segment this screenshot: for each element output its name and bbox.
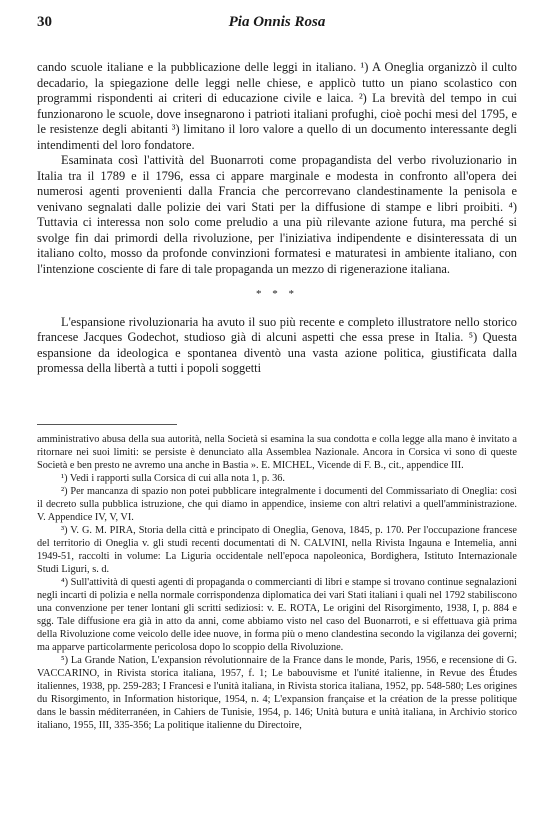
paragraph: Esaminata così l'attività del Buonarroti come propagandista del verbo rivoluzionario in Italia tra il 1789 e il 1796, essa ci appare marginale e modesta in confronto all'opera dei numerosi agenti provenienti dalla Francia che percorrevano clandestinamente la penisola e venivano segnalati dalle polizie dei vari Stati per la diffusione di stampe e libri proibiti. ⁴) Tuttavia ci interessa non solo come preludio a una più rilevante azione futura, ma perché si svolge fin dai primordi della rivoluzione, per l'iniziativa indipendente e disinteressata di un italiano colto, mosso da profonde convinzioni formatesi e maturatesi in ambiente italiano, con l'intenzione cosciente di fare di tale propaganda un mezzo di rigenerazione italiana.: [37, 153, 517, 276]
page-header: [37, 14, 517, 36]
footnotes: [37, 433, 517, 732]
footnote: ⁵) La Grande Nation, L'expansion révolutionnaire de la France dans le monde, Paris, 1956, e recensione di G. VACCARINO, in Rivista storica italiana, 1957, f. 1; Le babouvisme et l'unité italienne, in Revue des Études italiennes, 1938, pp. 259-283; I Francesi e l'unità italiana, in Rivista storica italiana, 1952, pp. 548-580; Les origines du Risorgimento, in Information historique, 1954, n. 4; L'expansion française et la création de la presse politique dans le bassin méditerranéen, in Cahiers de Tunisie, 1954, p. 146; Unità butura e unità italiana, in Archivio storico italiano, 1955, III, 335-356; La politique italienne du Directoire,: [37, 655, 517, 731]
footnote: ⁴) Sull'attività di questi agenti di propaganda o commercianti di libri e stampe si trovano continue segnalazioni negli incarti di polizia e nella normale corrispondenza diplomatica dei vari Stati italiani i quali nel 1792 stabiliscono una convenzione per tener lontani gli scritti sediziosi: v. E. ROTA, Le origini del Risorgimento, 1938, I, p. 884 e sgg. Tale diffusione era già in atto da anni, come abbiamo visto nel caso del Buonarroti, e si effettuava già prima della Rivoluzione come veicolo delle idee nuove, in forma più o meno clandestina secondo la vigilanza dei governi; ma apparve particolarmente pericolosa dopo lo scoppio della Rivoluzione.: [37, 577, 517, 653]
footnote: ¹) Vedi i rapporti sulla Corsica di cui alla nota 1, p. 36.: [61, 473, 285, 484]
main-text: [37, 60, 517, 377]
paragraph: cando scuole italiane e la pubblicazione delle leggi in italiano. ¹) A Oneglia organizzò il culto decadario, la spiegazione delle leggi nelle chiese, e applicò tutto un piano scolastico con programmi rispondenti ai criteri di educazione civile e laica. ²) La brevità del tempo in cui funzionarono le scuole, dove insegnarono i patrioti italiani profughi, cioè pochi mesi del 1795, e le resistenze degli abitanti ³) limitano il loro valore a quello di un documento interessante degli intendimenti del loro fondatore.: [37, 60, 517, 152]
paragraph: L'espansione rivoluzionaria ha avuto il suo più recente e completo illustratore nello storico francese Jacques Godechot, studioso già di alcuni aspetti che essa prese in Italia. ⁵) Questa espansione da ideologica e spontanea diventò una vasta azione politica, giustificata dalla promessa della libertà a tutti i popoli soggetti: [37, 314, 517, 375]
footnote-rule: [37, 424, 177, 425]
footnote: amministrativo abusa della sua autorità, nella Società si esamina la sua condotta e colla legge alla mano è invitato a ritornare nei suoi limiti: se persiste è denunciato alla Assemblea Nazionale. Ancora in Corsica vi sono di queste Società e ben presto ne avremo una anche in Bastia ». E. MICHEL, Vicende di F. B., cit., appendice III.: [37, 434, 517, 471]
running-title: Pia Onnis Rosa: [228, 14, 326, 30]
page-number: 30: [37, 14, 52, 30]
footnote: ³) V. G. M. PIRA, Storia della città e principato di Oneglia, Genova, 1845, p. 170. Per l'occupazione francese del territorio di Oneglia v. gli studi recenti documentati di N. CALVINI, nella Rivista Ingauna e Intemelia, anni 1949-51, raccolti in volume: La Liguria occidentale nell'epoca napoleonica, Bordighera, Istituto Internazionale Studi Liguri, s. d.: [37, 525, 517, 575]
section-separator: * * *: [256, 288, 298, 300]
footnote: ²) Per mancanza di spazio non potei pubblicare integralmente i documenti del Commissariato di Oneglia: così il decreto sulla pubblica istruzione, che qui diamo in appendice, insieme con altri relativi a quell'amministrazione. V. Appendice IV, V, VI.: [37, 486, 517, 523]
